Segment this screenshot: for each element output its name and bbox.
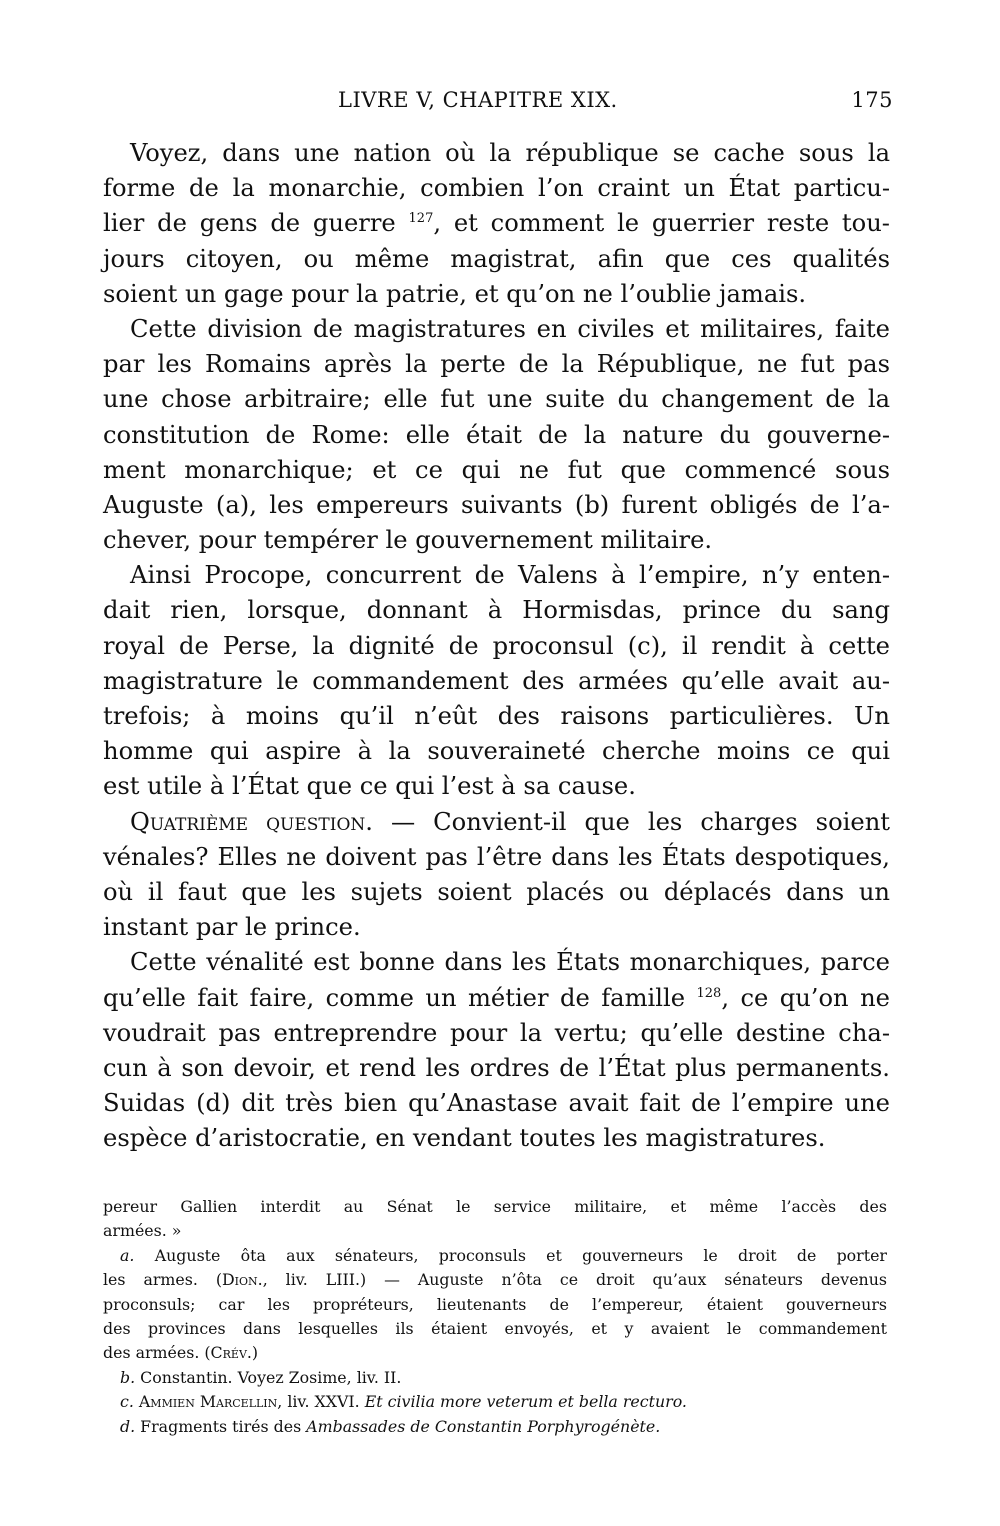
text-line: espèce d’aristocratie, en vendant toutes les magistratures. (103, 1124, 826, 1153)
text-line: royal de Perse, la dignité de proconsul (c), il rendit à cette (103, 631, 890, 660)
text-line: chever, pour tempérer le gouvernement militaire. (103, 526, 713, 555)
text-run: Fragments tirés des (135, 1416, 307, 1436)
text-line: dait rien, lorsque, donnant à Hormisdas, prince du sang (103, 596, 890, 625)
work-title: Ambassades de Constantin Porphyrogénète. (306, 1416, 661, 1436)
page-number: 175 (851, 88, 893, 112)
note-line: des provinces dans lesquelles ils étaient envoyés, et y avaient le commandement (103, 1318, 887, 1338)
text-line: cun à son devoir, et rend les ordres de l’État plus permanents. (103, 1053, 890, 1082)
text-line: où il faut que les sujets soient placés ou déplacés dans un (103, 877, 890, 906)
author-name: Ammien Marcellin (133, 1392, 278, 1412)
note-a (103, 1244, 887, 1268)
note-c (103, 1390, 887, 1414)
text-line: vénales? Elles ne doivent pas l’être dans les États despotiques, (103, 842, 890, 871)
text-line: voudrait pas entreprendre pour la vertu; qu’elle destine cha- (103, 1018, 890, 1047)
text-run: des armées. ( (103, 1343, 211, 1363)
note-d (103, 1415, 887, 1439)
note-line: proconsuls; car les propréteurs, lieutenants de l’empereur, étaient gouverneurs (103, 1294, 887, 1314)
text-line: soient un gage pour la patrie, et qu’on ne l’oublie jamais. (103, 279, 807, 308)
note-line (103, 1268, 887, 1292)
text-run: Constantin. Voyez Zosime, liv. II. (135, 1367, 402, 1387)
running-title: LIVRE V, CHAPITRE XIX. (338, 88, 618, 112)
text-line: instant par le prince. (103, 913, 361, 942)
note-b (103, 1366, 887, 1390)
text-run: ) (251, 1343, 259, 1363)
note-line: pereur Gallien interdit au Sénat le service militaire, et même l’accès des (103, 1197, 887, 1216)
note-label: c. (120, 1392, 134, 1412)
text-run: , ce qu’on ne (721, 983, 890, 1012)
footnotes (103, 1195, 887, 1439)
text-line: forme de la monarchie, combien l’on craint un État particu- (103, 174, 890, 203)
text-line: Cette division de magistratures en civiles et militaires, faite (130, 314, 890, 343)
note-line: armées. » (103, 1221, 182, 1241)
text-line (103, 206, 890, 241)
text-line (103, 805, 890, 840)
note-label: a. (120, 1245, 135, 1265)
note-line (103, 1341, 887, 1365)
note-label: b. (120, 1367, 136, 1387)
text-run: , et comment le guerrier reste tou- (433, 209, 890, 238)
text-line: Ainsi Procope, concurrent de Valens à l’empire, n’y enten- (130, 561, 890, 590)
footnote-ref-127: 127 (408, 211, 434, 227)
text-line: magistrature le commandement des armées qu’elle avait au- (103, 666, 890, 695)
text-line: trefois; à moins qu’il n’eût des raisons particulières. Un (103, 702, 890, 730)
text-line: Cette vénalité est bonne dans les États monarchiques, parce (130, 948, 890, 977)
text-line: Auguste (a), les empereurs suivants (b) furent obligés de l’a- (103, 490, 890, 519)
author-name: Crév. (210, 1343, 252, 1363)
footnote-ref-128: 128 (696, 985, 722, 1001)
note-label: d. (120, 1416, 136, 1436)
text-line: une chose arbitraire; elle fut une suite du changement de la (103, 385, 890, 414)
paragraph-1 (103, 136, 890, 312)
text-run: — Convient-il que les charges soient (372, 807, 890, 836)
main-text (103, 136, 890, 1156)
page-header (103, 88, 893, 122)
text-line: Voyez, dans une nation où la république se cache sous la (130, 139, 890, 167)
text-run: lier de gens de guerre (103, 209, 396, 238)
text-line: constitution de Rome: elle était de la nature du gouverne- (103, 420, 890, 449)
paragraph-2 (103, 312, 890, 558)
text-line (103, 981, 890, 1016)
text-run: , liv. XXVI. (277, 1392, 365, 1412)
paragraph-5 (103, 945, 890, 1156)
text-run: qu’elle fait faire, comme un métier de famille (103, 983, 686, 1012)
paragraph-3 (103, 558, 890, 804)
text-run: les armes. ( (103, 1270, 222, 1290)
quote: Et civilia more veterum et bella recturo. (364, 1392, 687, 1412)
text-run: Auguste ôta aux sénateurs, proconsuls et gouverneurs le droit de porter (134, 1245, 887, 1265)
text-run: , liv. LIII.) — Auguste n’ôta ce droit qu’aux sénateurs devenus (262, 1270, 888, 1290)
text-line: Suidas (d) dit très bien qu’Anastase avait fait de l’empire une (103, 1089, 890, 1118)
author-name: Dion. (222, 1270, 263, 1290)
section-lead: Quatrième question. (130, 807, 373, 836)
text-line: par les Romains après la perte de la République, ne fut pas (103, 350, 890, 379)
text-line: ment monarchique; et ce qui ne fut que commencé sous (103, 455, 890, 484)
text-line: jours citoyen, ou même magistrat, afin que ces qualités (103, 244, 890, 273)
paragraph-4 (103, 805, 890, 946)
text-line: homme qui aspire à la souveraineté cherche moins ce qui (103, 737, 890, 766)
text-line: est utile à l’État que ce qui l’est à sa cause. (103, 772, 636, 801)
